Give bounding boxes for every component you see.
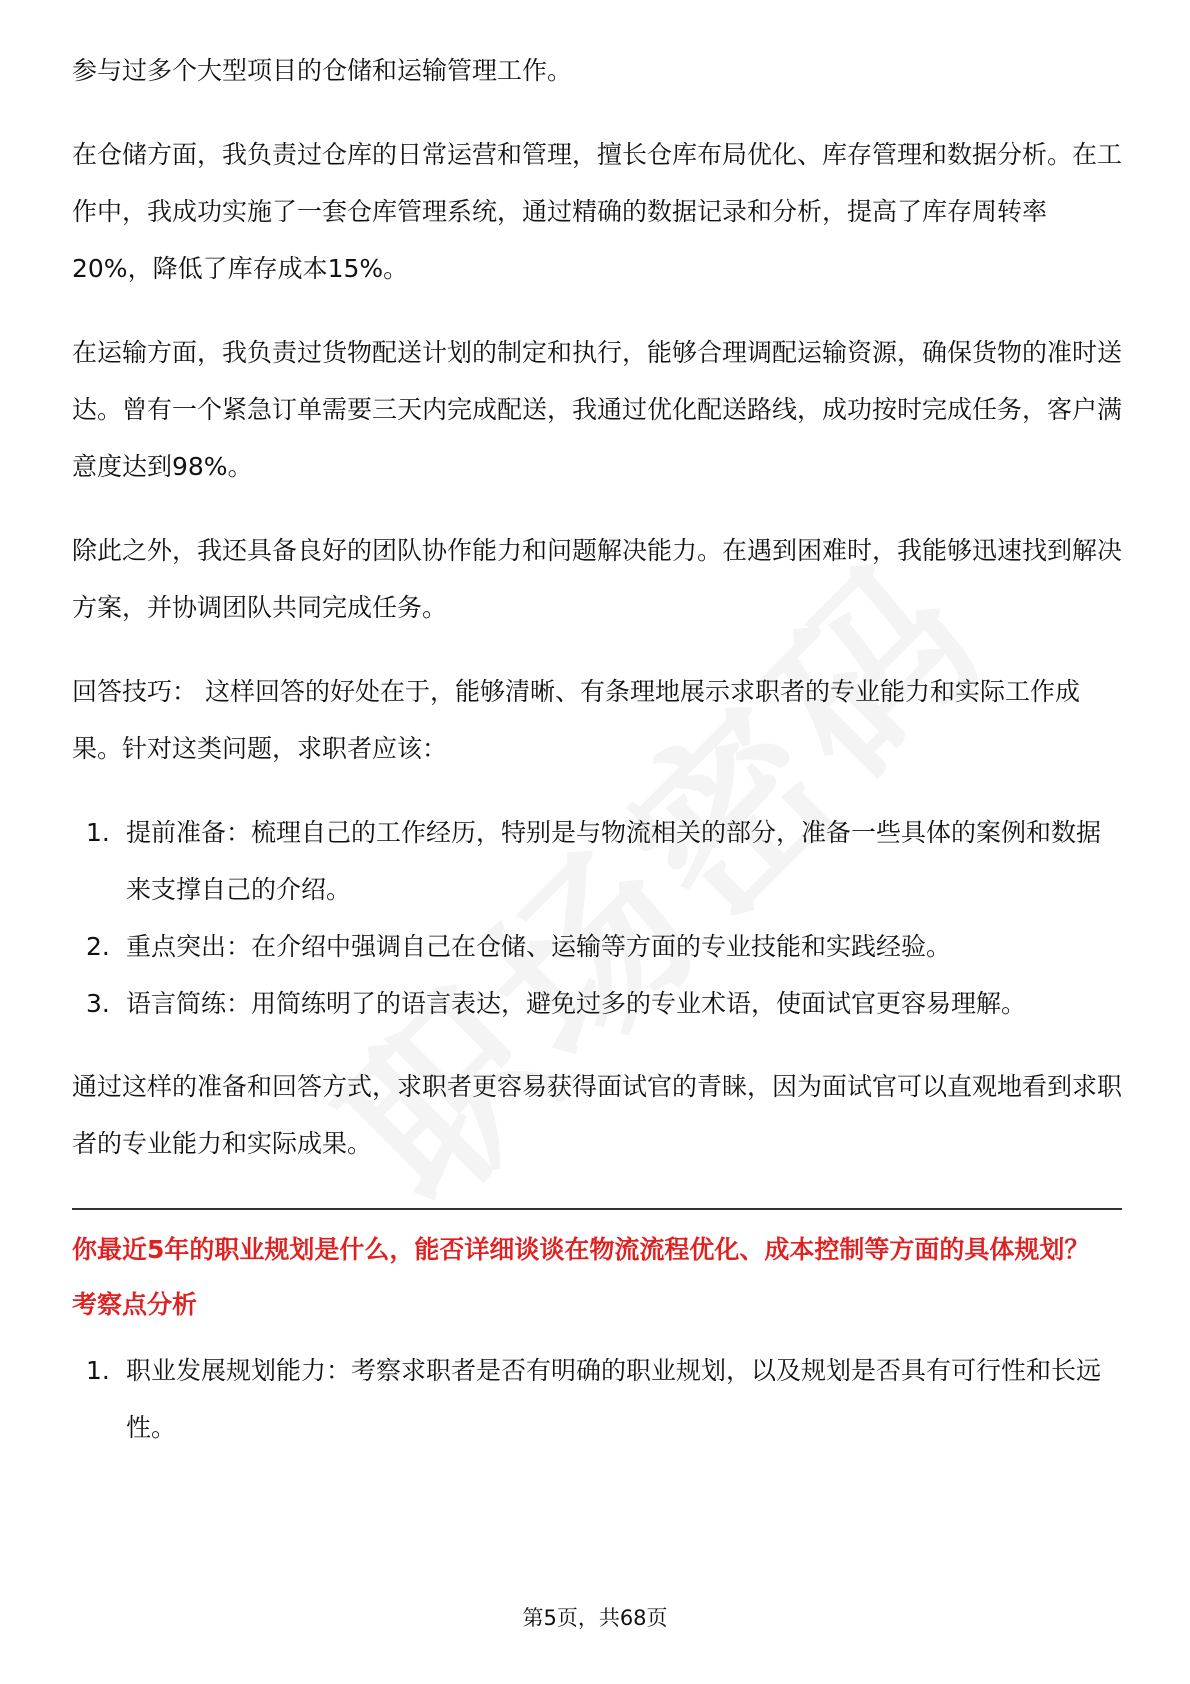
paragraph: 在仓储方面，我负责过仓库的日常运营和管理，擅长仓库布局优化、库存管理和数据分析。在工作中，我成功实施了一套仓库管理系统，通过精确的数据记录和分析，提高了库存周转率20%，降低了库存成本15%。 [72,140,1123,283]
list-item [72,918,1122,975]
document-body [72,42,1122,1482]
list-item-text: 语言简练：用简练明了的语言表达，避免过多的专业术语，使面试官更容易理解。 [126,989,1027,1018]
tips-list [72,804,1122,1032]
list-item-text: 提前准备：梳理自己的工作经历，特别是与物流相关的部分，准备一些具体的案例和数据来支撑自己的介绍。 [126,818,1102,904]
list-number: 1. [86,818,110,847]
page-footer: 第5页，共68页 [522,1606,668,1630]
interview-question: 你最近5年的职业规划是什么，能否详细谈谈在物流流程优化、成本控制等方面的具体规划？ [72,1235,1090,1264]
answer-tips-intro: 回答技巧： 这样回答的好处在于，能够清晰、有条理地展示求职者的专业能力和实际工作成果。针对这类问题，求职者应该： [72,677,1080,763]
analysis-list [72,1342,1122,1456]
list-item-text: 重点突出：在介绍中强调自己在仓储、运输等方面的专业技能和实践经验。 [126,932,952,961]
conclusion-paragraph: 通过这样的准备和回答方式，求职者更容易获得面试官的青睐，因为面试官可以直观地看到求职者的专业能力和实际成果。 [72,1072,1123,1158]
list-item-text: 职业发展规划能力：考察求职者是否有明确的职业规划，以及规划是否具有可行性和长远性。 [126,1356,1102,1442]
list-number: 1. [86,1356,110,1385]
list-number: 2. [86,932,110,961]
analysis-heading: 考察点分析 [72,1290,198,1319]
paragraph: 参与过多个大型项目的仓储和运输管理工作。 [72,56,573,85]
list-number: 3. [86,989,110,1018]
paragraph: 在运输方面，我负责过货物配送计划的制定和执行，能够合理调配运输资源，确保货物的准时送达。曾有一个紧急订单需要三天内完成配送，我通过优化配送路线，成功按时完成任务，客户满意度达到98%。 [72,338,1123,481]
section-divider [72,1208,1122,1210]
list-item [72,975,1122,1032]
list-item [72,1342,1122,1456]
list-item [72,804,1122,918]
paragraph: 除此之外，我还具备良好的团队协作能力和问题解决能力。在遇到困难时，我能够迅速找到解决方案，并协调团队共同完成任务。 [72,536,1123,622]
